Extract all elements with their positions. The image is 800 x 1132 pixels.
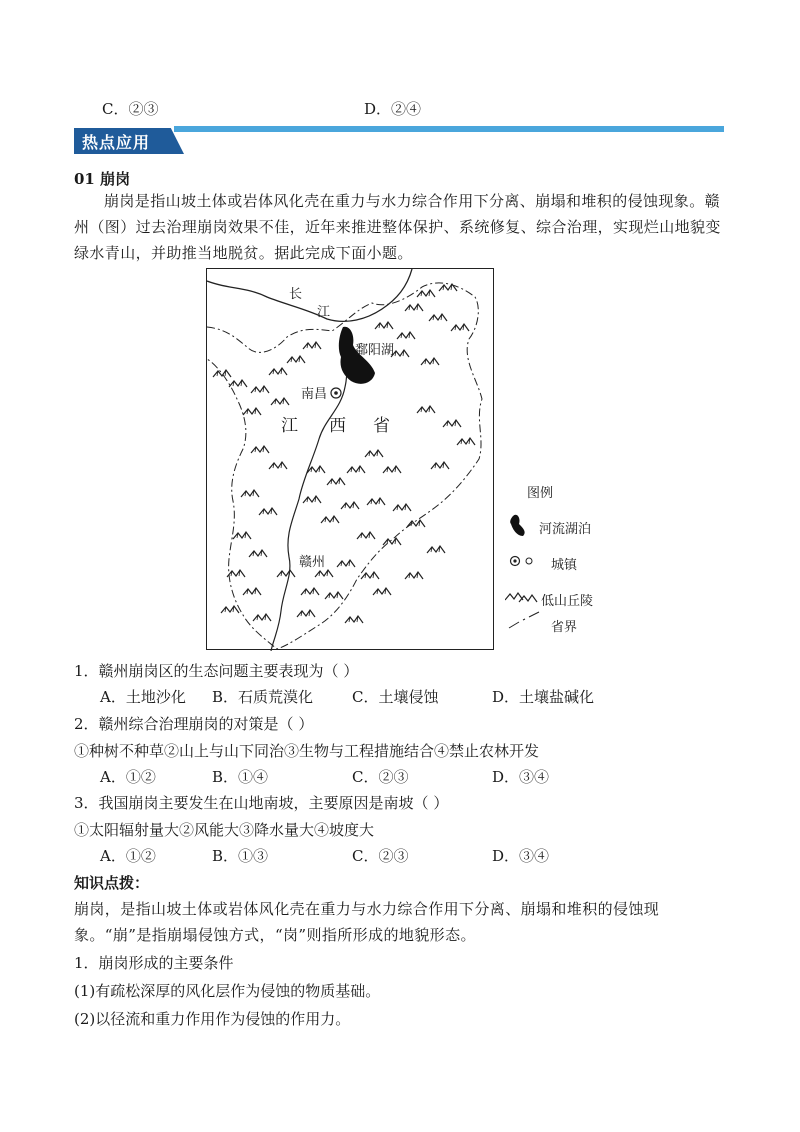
question-3-stem: 3．我国崩岗主要发生在山地南坡，主要原因是南坡（ ） xyxy=(74,794,449,812)
option-d-prev: D．②④ xyxy=(364,100,422,118)
question-2-items: ①种树不种草②山上与山下同治③生物与工程措施结合④禁止农林开发 xyxy=(74,742,540,760)
q1-option-a: A．土地沙化 xyxy=(100,688,186,706)
knowledge-condition-1: (1)有疏松深厚的风化层作为侵蚀的物质基础。 xyxy=(74,982,381,1000)
knowledge-heading: 知识点拨： xyxy=(74,874,150,892)
label-jiangxi-3: 省 xyxy=(373,416,390,436)
map-drawing xyxy=(207,269,495,651)
question-2-stem: 2．赣州综合治理崩岗的对策是（ ） xyxy=(74,715,314,733)
section-title: 热点应用 xyxy=(82,133,151,152)
legend-title: 图例 xyxy=(527,486,554,501)
question-1-stem: 1．赣州崩岗区的生态问题主要表现为（ ） xyxy=(74,662,359,680)
q1-option-d: D．土壤盐碱化 xyxy=(492,688,595,706)
legend-town: 城镇 xyxy=(551,558,578,573)
q3-option-b: B．①③ xyxy=(212,847,269,865)
label-poyang-lake: 鄱阳湖 xyxy=(355,343,395,358)
q3-option-d: D．③④ xyxy=(492,847,550,865)
legend-river-lake: 河流湖泊 xyxy=(539,522,592,537)
legend-hills: 低山丘陵 xyxy=(541,594,594,609)
legend-boundary: 省界 xyxy=(551,620,578,635)
jiangxi-map xyxy=(206,268,494,650)
question-3-items: ①太阳辐射量大②风能大③降水量大④坡度大 xyxy=(74,821,375,839)
q1-option-b: B．石质荒漠化 xyxy=(212,688,314,706)
label-changjiang-2: 江 xyxy=(317,305,331,320)
knowledge-subheading: 1．崩岗形成的主要条件 xyxy=(74,954,234,972)
section-banner xyxy=(74,126,724,156)
option-c-prev: C．②③ xyxy=(102,100,159,118)
yangtze-river xyxy=(207,269,412,321)
label-jiangxi-2: 西 xyxy=(329,416,346,436)
label-jiangxi-1: 江 xyxy=(281,416,298,436)
knowledge-condition-2: (2)以径流和重力作用作为侵蚀的作用力。 xyxy=(74,1010,351,1028)
label-changjiang-1: 长 xyxy=(289,287,303,302)
map-legend xyxy=(505,478,625,648)
label-nanchang: 南昌 xyxy=(301,387,328,402)
q2-option-d: D．③④ xyxy=(492,768,550,786)
banner-stripe xyxy=(174,126,724,132)
knowledge-definition: 崩岗，是指山坡土体或岩体风化壳在重力与水力综合作用下分离、崩塌和堆积的侵蚀现象。“崩”是指崩塌侵蚀方式，“岗”则指所形成的地貌形态。 xyxy=(74,900,660,944)
q2-option-b: B．①④ xyxy=(212,768,269,786)
q3-option-a: A．①② xyxy=(100,847,156,865)
q1-option-c: C．土壤侵蚀 xyxy=(352,688,439,706)
q2-option-c: C．②③ xyxy=(352,768,409,786)
label-ganzhou: 赣州 xyxy=(299,555,326,570)
intro-paragraph: 崩岗是指山坡土体或岩体风化壳在重力与水力综合作用下分离、崩塌和堆积的侵蚀现象。赣州（图）过去治理崩岗效果不佳，近年来推进整体保护、系统修复、综合治理，实现烂山地貌变绿水青山，并助推当地脱贫。据此完成下面小题。 xyxy=(74,192,721,262)
q2-option-a: A．①② xyxy=(100,768,156,786)
topic-heading: 01 崩岗 xyxy=(74,170,131,188)
q3-option-c: C．②③ xyxy=(352,847,409,865)
